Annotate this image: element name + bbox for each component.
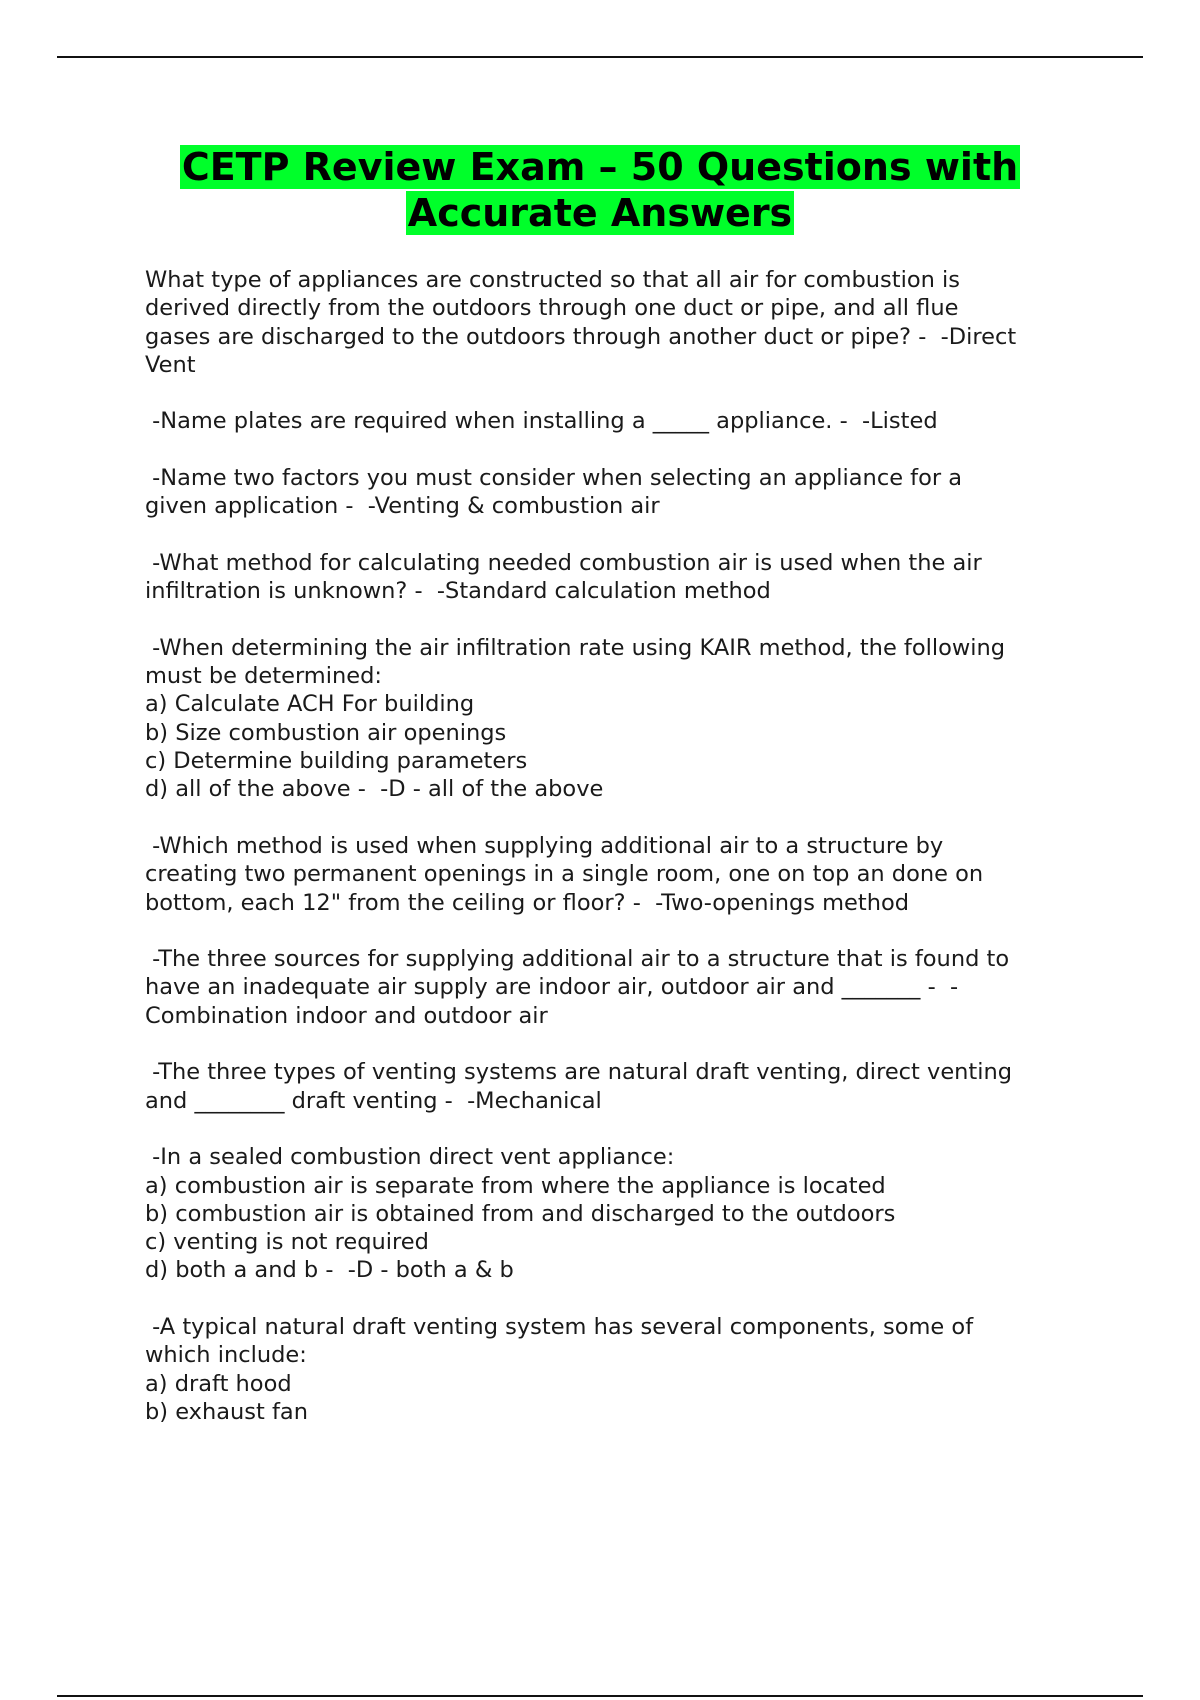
question-text-line: a) Calculate ACH For building [145, 691, 475, 718]
question-text-line: have an inadequate air supply are indoor air, outdoor air and _______ - - [145, 974, 959, 1001]
question-text-line: a) combustion air is separate from where the appliance is located [145, 1172, 886, 1199]
question-item [145, 832, 1095, 917]
question-text-line: creating two permanent openings in a single room, one on top an done on [145, 861, 984, 888]
question-text-line: b) exhaust fan [145, 1398, 308, 1425]
question-text-line: must be determined: [145, 663, 382, 690]
question-item [145, 266, 1095, 379]
question-text-line: -Name two factors you must consider when selecting an appliance for a [145, 465, 963, 492]
question-text-line: -When determining the air infiltration rate using KAIR method, the following [145, 634, 1006, 661]
bottom-rule [57, 1695, 1143, 1697]
question-text-line: -Which method is used when supplying additional air to a structure by [145, 832, 944, 859]
question-item [145, 634, 1095, 804]
question-text-line: -A typical natural draft venting system has several components, some of [145, 1313, 974, 1340]
question-text-line: -What method for calculating needed combustion air is used when the air [145, 549, 982, 576]
question-text-line: bottom, each 12" from the ceiling or floor? - -Two-openings method [145, 889, 910, 916]
question-item [145, 1143, 1095, 1284]
question-text-line: d) both a and b - -D - both a & b [145, 1257, 514, 1284]
question-text-line: b) Size combustion air openings [145, 719, 507, 746]
question-text-line: -In a sealed combustion direct vent appliance: [145, 1144, 675, 1171]
question-text-line: derived directly from the outdoors through one duct or pipe, and all flue [145, 295, 959, 322]
question-text-line: -The three types of venting systems are natural draft venting, direct venting [145, 1059, 1013, 1086]
question-text-line: given application - -Venting & combustion air [145, 493, 660, 520]
question-item [145, 1313, 1095, 1426]
question-text-line: -The three sources for supplying additional air to a structure that is found to [145, 946, 1010, 973]
question-item [145, 945, 1095, 1030]
question-text-line: a) draft hood [145, 1370, 292, 1397]
top-rule [57, 56, 1143, 58]
question-item [145, 549, 1095, 606]
question-text-line: c) venting is not required [145, 1229, 429, 1256]
question-text-line: gases are discharged to the outdoors through another duct or pipe? - -Direct [145, 323, 1017, 350]
question-text-line: What type of appliances are constructed so that all air for combustion is [145, 267, 960, 293]
question-text-line: and ________ draft venting - -Mechanical [145, 1087, 602, 1114]
question-text-line: d) all of the above - -D - all of the above [145, 776, 604, 803]
question-text-line: Vent [145, 351, 196, 378]
question-item [145, 464, 1095, 521]
title-line-1: CETP Review Exam – 50 Questions with [181, 145, 1019, 189]
question-item [145, 407, 1095, 435]
question-text-line: infiltration is unknown? - -Standard calculation method [145, 578, 771, 605]
question-list [145, 266, 1095, 1454]
question-text-line: Combination indoor and outdoor air [145, 1002, 548, 1029]
question-item [145, 1058, 1095, 1115]
question-text-line: which include: [145, 1342, 307, 1369]
document-title [100, 144, 1100, 236]
question-text-line: -Name plates are required when installing a _____ appliance. - -Listed [145, 408, 938, 435]
title-line-2: Accurate Answers [407, 191, 793, 235]
question-text-line: b) combustion air is obtained from and discharged to the outdoors [145, 1200, 896, 1227]
question-text-line: c) Determine building parameters [145, 748, 528, 775]
